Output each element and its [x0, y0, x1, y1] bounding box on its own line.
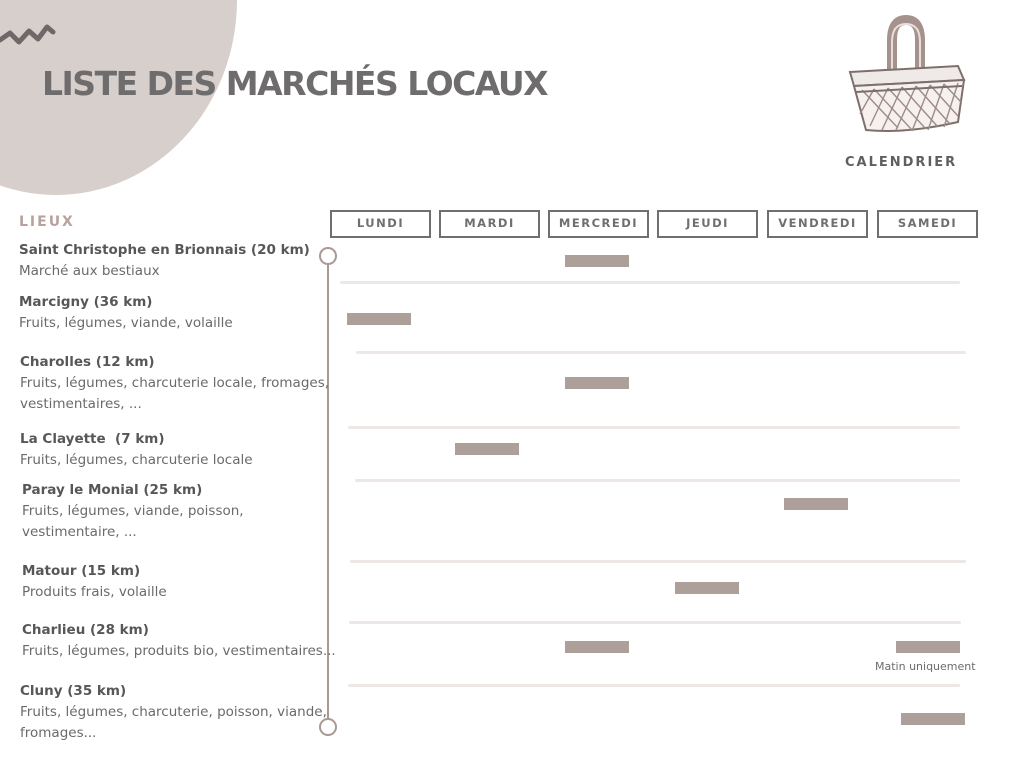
schedule-bar-paray-vendredi: [784, 498, 848, 510]
market-item: [22, 480, 244, 543]
places-header: LIEUX: [19, 214, 75, 230]
row-divider: [348, 426, 960, 429]
market-name: Charlieu (28 km): [22, 622, 149, 638]
page-title: LISTE DES MARCHÉS LOCAUX: [42, 64, 548, 103]
market-description: Produits frais, volaille: [22, 584, 167, 600]
market-name: La Clayette (7 km): [20, 431, 165, 447]
schedule-bar-matour-jeudi: [675, 582, 739, 594]
market-item: [20, 352, 329, 415]
market-description: Fruits, légumes, viande, poisson, vestimentaire, ...: [22, 503, 244, 540]
row-divider: [349, 621, 961, 624]
row-divider: [350, 560, 966, 563]
market-description: Marché aux bestiaux: [19, 263, 160, 279]
day-header-samedi: SAMEDI: [877, 210, 978, 238]
schedule-bar-saint-christophe-mercredi: [565, 255, 629, 267]
day-header-lundi: LUNDI: [330, 210, 431, 238]
market-item: [19, 240, 310, 282]
market-item: [20, 429, 253, 471]
market-item: [22, 620, 336, 662]
timeline-start-dot: [319, 247, 337, 265]
day-header-mardi: MARDI: [439, 210, 540, 238]
market-name: Saint Christophe en Brionnais (20 km): [19, 242, 310, 258]
basket-icon: [840, 14, 970, 142]
calendar-label: CALENDRIER: [845, 155, 958, 170]
row-divider: [348, 684, 960, 687]
row-divider: [356, 351, 966, 354]
market-description: Fruits, légumes, produits bio, vestimentaires...: [22, 643, 336, 659]
row-divider: [340, 281, 960, 284]
market-name: Paray le Monial (25 km): [22, 482, 203, 498]
schedule-bar-marcigny-lundi: [347, 313, 411, 325]
market-name: Matour (15 km): [22, 563, 141, 579]
market-description: Fruits, légumes, viande, volaille: [19, 315, 233, 331]
zigzag-icon: [0, 18, 56, 48]
schedule-bar-charolles-mercredi: [565, 377, 629, 389]
schedule-note: Matin uniquement: [875, 660, 976, 673]
day-header-vendredi: VENDREDI: [767, 210, 868, 238]
market-name: Cluny (35 km): [20, 683, 127, 699]
market-name: Marcigny (36 km): [19, 294, 153, 310]
market-item: [19, 292, 233, 334]
day-header-mercredi: MERCREDI: [548, 210, 649, 238]
market-item: [20, 681, 327, 744]
schedule-bar-la-clayette-mardi: [455, 443, 519, 455]
market-name: Charolles (12 km): [20, 354, 155, 370]
row-divider: [355, 479, 960, 482]
schedule-bar-charlieu-samedi: [896, 641, 960, 653]
schedule-bar-cluny-samedi: [901, 713, 965, 725]
day-header-jeudi: JEUDI: [657, 210, 758, 238]
schedule-bar-charlieu-mercredi: [565, 641, 629, 653]
market-item: [22, 561, 167, 603]
market-description: Fruits, légumes, charcuterie locale: [20, 452, 253, 468]
market-description: Fruits, légumes, charcuterie locale, fromages, vestimentaires, ...: [20, 375, 330, 412]
market-description: Fruits, légumes, charcuterie, poisson, viande, fromages...: [20, 704, 327, 741]
